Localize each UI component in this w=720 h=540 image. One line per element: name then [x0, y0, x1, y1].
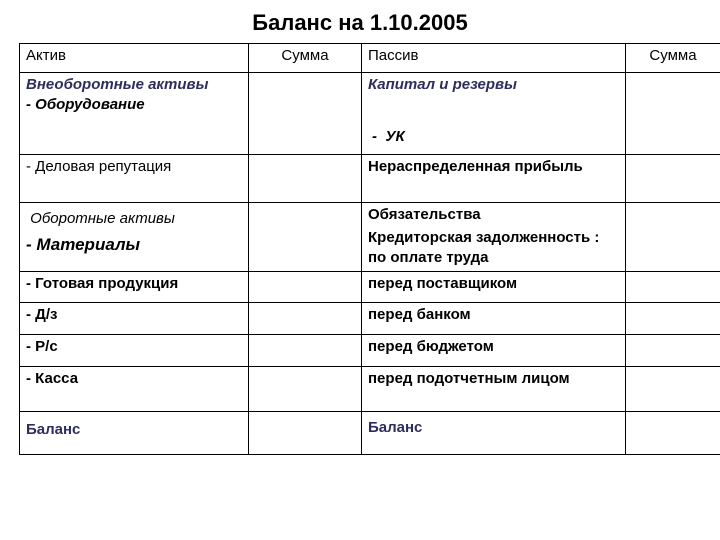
cell-sum-balance-right: [626, 412, 720, 455]
cell-sum-cash: [249, 367, 362, 412]
cell-budget: перед бюджетом: [362, 335, 626, 367]
label-current-assets: Оборотные активы: [26, 210, 175, 227]
page-title: Баланс на 1.10.2005: [252, 10, 468, 35]
cell-noncurrent-assets: [20, 73, 249, 155]
cell-current-assets: [20, 203, 249, 272]
label-capital-reserves: Капитал и резервы: [368, 76, 517, 93]
label-liabilities: Обязательства: [368, 206, 481, 223]
cell-sum-accountable: [626, 367, 720, 412]
cell-sum-bank: [626, 303, 720, 335]
table-row: [20, 272, 720, 303]
cell-sum-retained: [626, 155, 720, 203]
table-header-row: [20, 44, 720, 73]
cell-sum-current: [249, 203, 362, 272]
label-equipment: - Оборудование: [26, 96, 145, 113]
cell-liabilities: [362, 203, 626, 272]
cell-sum-capital: [626, 73, 720, 155]
cell-sum-settlement: [249, 335, 362, 367]
table-row: [20, 412, 720, 455]
cell-sum-goodwill: [249, 155, 362, 203]
cell-balance-right: Баланс: [362, 412, 626, 455]
label-uk: - УК: [372, 127, 405, 145]
cell-sum-budget: [626, 335, 720, 367]
cell-cash: - Касса: [20, 367, 249, 412]
header-passiv: Пассив: [362, 44, 626, 73]
header-summa-right: Сумма: [626, 44, 720, 73]
cell-bank: перед банком: [362, 303, 626, 335]
cell-retained-earnings: Нераспределенная прибыль: [362, 155, 626, 203]
cell-sum-receivables: [249, 303, 362, 335]
label-materials: - Материалы: [26, 235, 141, 254]
cell-sum-balance-left: [249, 412, 362, 455]
cell-capital-reserves: [362, 73, 626, 125]
cell-settlement-account: - Р/с: [20, 335, 249, 367]
table-row: [20, 335, 720, 367]
table-row: [20, 367, 720, 412]
cell-sum-liabilities: [626, 203, 720, 272]
balance-table: [19, 43, 720, 455]
table-row: [20, 73, 720, 125]
label-noncurrent-assets: Внеоборотные активы: [26, 76, 209, 93]
cell-accountable-person: перед подотчетным лицом: [362, 367, 626, 412]
cell-suppliers: перед поставщиком: [362, 272, 626, 303]
table-row: [20, 203, 720, 272]
cell-sum-noncurrent: [249, 73, 362, 155]
table-row: [20, 303, 720, 335]
label-payroll: по оплате труда: [368, 249, 489, 266]
header-summa-left: Сумма: [249, 44, 362, 73]
cell-balance-left: Баланс: [20, 412, 249, 455]
cell-sum-finished-goods: [249, 272, 362, 303]
cell-receivables: - Д/з: [20, 303, 249, 335]
cell-goodwill: - Деловая репутация: [20, 155, 249, 203]
header-aktiv: Актив: [20, 44, 249, 73]
cell-uk: [362, 125, 626, 155]
table-row: [20, 155, 720, 203]
cell-sum-suppliers: [626, 272, 720, 303]
label-payables: Кредиторская задолженность :: [368, 229, 600, 246]
cell-finished-goods: - Готовая продукция: [20, 272, 249, 303]
